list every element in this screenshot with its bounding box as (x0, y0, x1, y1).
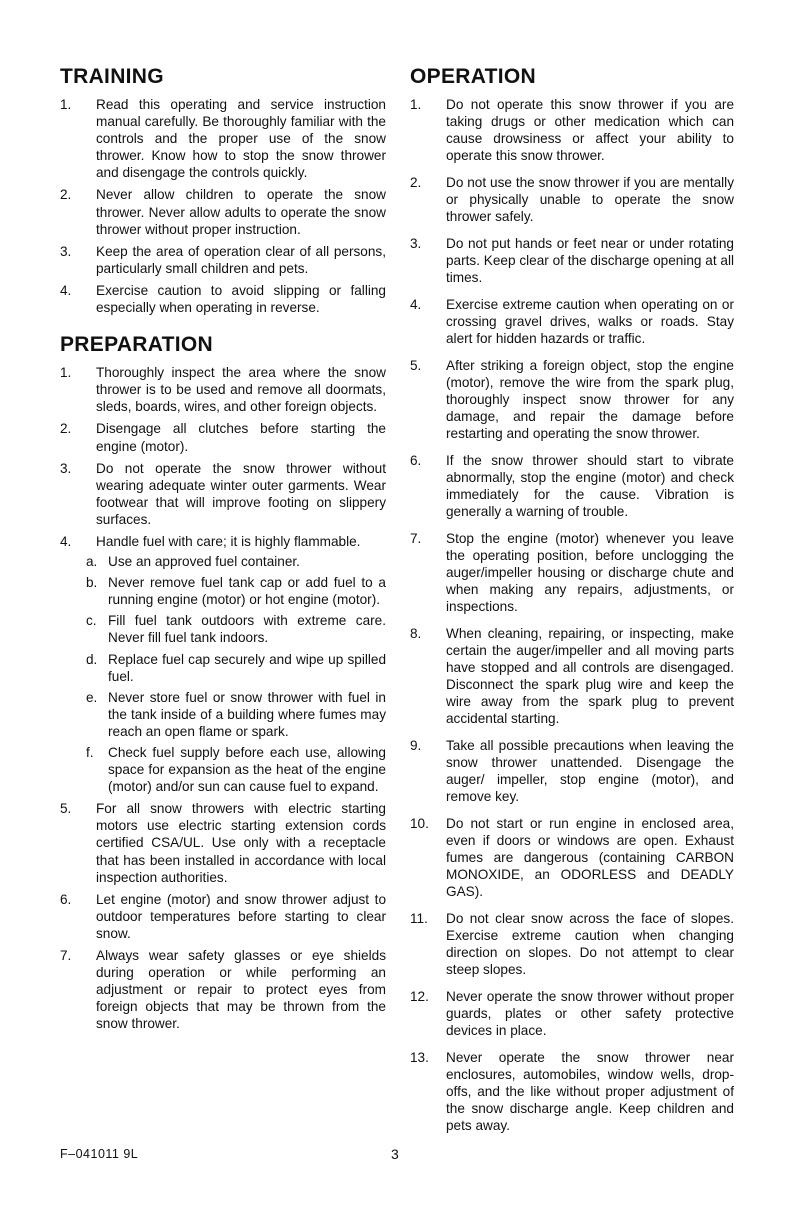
operation-item (410, 910, 734, 978)
item-text: If the snow thrower should start to vibrate abnormally, stop the engine (motor) and check immediately for the cause. Vibration is generally a warning of trouble. (446, 452, 734, 519)
operation-item (410, 625, 734, 728)
sub-item (86, 553, 386, 570)
operation-item (410, 988, 734, 1039)
operation-item (410, 815, 734, 900)
sub-item-letter: a. (86, 554, 98, 570)
page-number: 3 (391, 1146, 399, 1162)
item-number: 12. (410, 988, 429, 1004)
operation-item (410, 530, 734, 615)
document-code: F–041011 9L (60, 1147, 139, 1161)
item-number: 4. (60, 533, 72, 549)
item-text: Handle fuel with care; it is highly flammable. (96, 533, 361, 549)
item-number: 1. (60, 365, 72, 381)
item-number: 3. (60, 243, 72, 259)
item-number: 5. (410, 357, 422, 373)
sub-item-text: Never remove fuel tank cap or add fuel to a running engine (motor) or hot engine (motor). (108, 575, 386, 608)
preparation-item (60, 891, 386, 942)
sub-item (86, 689, 386, 740)
item-number: 4. (410, 296, 422, 312)
item-number: 6. (60, 891, 72, 907)
item-text: When cleaning, repairing, or inspecting, make certain the auger/impeller and all moving parts have stopped and all controls are disengaged. Disconnect the spark plug wire and keep the wire away from the spark plug to prevent accidental starting. (446, 625, 734, 727)
preparation-item (60, 420, 386, 454)
operation-item (410, 1049, 734, 1134)
item-text: Do not operate this snow thrower if you are taking drugs or other medication which can cause drowsiness or affect your ability to operate this snow thrower. (446, 97, 734, 164)
sub-list (86, 553, 386, 795)
item-number: 10. (410, 815, 429, 831)
item-number: 5. (60, 801, 72, 817)
item-text: Never operate the snow thrower without proper guards, plates or other safety protective devices in place. (446, 988, 734, 1039)
training-item (60, 282, 386, 316)
operation-item (410, 174, 734, 225)
item-text: Always wear safety glasses or eye shields during operation or while performing an adjustment or repair to protect eyes from foreign objects that may be thrown from the snow thrower. (96, 948, 386, 1032)
sub-item (86, 574, 386, 608)
training-item (60, 243, 386, 277)
training-item (60, 186, 386, 237)
item-text: Keep the area of operation clear of all persons, particularly small children and pets. (96, 243, 386, 276)
sub-item-letter: c. (86, 613, 97, 629)
item-number: 3. (410, 235, 422, 251)
item-text: Disengage all clutches before starting the engine (motor). (96, 421, 386, 454)
item-number: 1. (410, 97, 422, 112)
item-text: Do not put hands or feet near or under rotating parts. Keep clear of the discharge opening at all times. (446, 235, 734, 286)
training-item (60, 96, 386, 181)
sub-item-text: Check fuel supply before each use, allowing space for expansion as the heat of the engine (motor) and/or sun can cause fuel to expand. (108, 745, 386, 795)
item-number: 3. (60, 460, 72, 476)
sub-item-text: Replace fuel cap securely and wipe up spilled fuel. (108, 651, 386, 684)
item-number: 8. (410, 625, 422, 641)
sub-item (86, 744, 386, 795)
item-text: Thoroughly inspect the area where the snow thrower is to be used and remove all doormats, sleds, boards, wires, and other foreign objects. (96, 365, 386, 415)
item-number: 2. (60, 187, 72, 203)
item-text: Do not clear snow across the face of slopes. Exercise extreme caution when changing direction on slopes. Do not attempt to clear steep slopes. (446, 910, 734, 978)
item-number: 4. (60, 282, 72, 298)
item-text: Never allow children to operate the snow thrower. Never allow adults to operate the snow thrower without proper instruction. (96, 187, 386, 237)
item-number: 7. (410, 530, 422, 546)
operation-item (410, 235, 734, 286)
operation-heading: OPERATION (410, 65, 536, 88)
item-text: For all snow throwers with electric starting motors use electric starting extension cords certified CSA/UL. Use only with a receptacle that has been installed in accordance with local inspection authorities. (96, 801, 386, 885)
sub-item-text: Fill fuel tank outdoors with extreme care. Never fill fuel tank indoors. (108, 613, 386, 646)
operation-item (410, 452, 734, 520)
item-text: After striking a foreign object, stop the engine (motor), remove the wire from the spark plug, thoroughly inspect snow thrower for any damage, and repair the damage before restarting and operating the snow thrower. (446, 357, 734, 441)
item-number: 7. (60, 948, 72, 964)
operation-item (410, 737, 734, 805)
item-text: Never operate the snow thrower near enclosures, automobiles, window wells, drop-offs, and the like without proper adjustment of the snow discharge angle. Keep children and pets away. (446, 1049, 734, 1134)
sub-item-letter: b. (86, 575, 98, 591)
training-list (60, 96, 386, 316)
item-text: Take all possible precautions when leaving the snow thrower unattended. Disengage the auger/ impeller, stop engine (motor), and remove key. (446, 737, 734, 805)
item-text: Read this operating and service instruction manual carefully. Be thoroughly familiar with the controls and the proper use of the snow thrower. Know how to stop the snow thrower and disengage the controls quickly. (96, 97, 386, 181)
item-number: 2. (410, 174, 422, 190)
item-number: 11. (410, 910, 428, 926)
sub-item-letter: f. (86, 745, 94, 760)
sub-item-text: Use an approved fuel container. (108, 554, 300, 570)
item-number: 13. (410, 1049, 429, 1065)
item-number: 9. (410, 737, 422, 753)
left-column (60, 64, 386, 1038)
preparation-list (60, 364, 386, 1032)
item-text: Exercise caution to avoid slipping or falling especially when operating in reverse. (96, 282, 386, 316)
sub-item-text: Never store fuel or snow thrower with fuel in the tank inside of a building where fumes may reach an open flame or spark. (108, 689, 386, 739)
training-heading: TRAINING (60, 65, 164, 88)
item-text: Stop the engine (motor) whenever you leave the operating position, before unclogging the auger/impeller housing or discharge chute and when making any repairs, adjustments, or inspections. (446, 530, 734, 614)
item-text: Do not operate the snow thrower without wearing adequate winter outer garments. Wear footwear that will improve footing on slippery surfaces. (96, 460, 386, 527)
item-number: 6. (410, 452, 422, 468)
item-text: Let engine (motor) and snow thrower adjust to outdoor temperatures before starting to clear snow. (96, 891, 386, 941)
item-number: 2. (60, 421, 72, 437)
sub-item-letter: d. (86, 651, 98, 667)
preparation-heading: PREPARATION (60, 333, 214, 357)
preparation-item (60, 460, 386, 528)
sub-item-letter: e. (86, 689, 98, 705)
right-column (410, 64, 734, 1144)
operation-item (410, 357, 734, 442)
preparation-item (60, 364, 386, 415)
preparation-item (60, 800, 386, 885)
sub-item (86, 651, 386, 685)
preparation-item (60, 947, 386, 1032)
preparation-item (60, 533, 386, 795)
operation-item (410, 296, 734, 347)
item-text: Do not start or run engine in enclosed area, even if doors or windows are open. Exhaust fumes are dangerous (containing CARBON MONOXIDE, an ODORLESS and DEADLY GAS). (446, 815, 734, 900)
item-number: 1. (60, 97, 72, 112)
item-text: Do not use the snow thrower if you are mentally or physically unable to operate the snow thrower safely. (446, 174, 734, 225)
operation-list (410, 96, 734, 1134)
operation-item (410, 96, 734, 164)
item-text: Exercise extreme caution when operating on or crossing gravel drives, walks or roads. Stay alert for hidden hazards or traffic. (446, 296, 734, 346)
sub-item (86, 612, 386, 646)
